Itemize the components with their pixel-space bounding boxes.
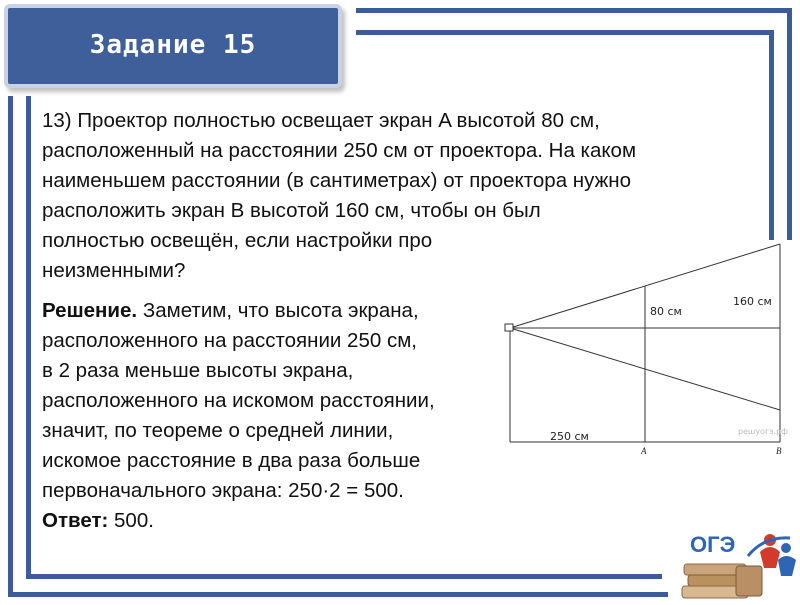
frame-line-bottom-2 [8, 592, 668, 597]
problem-line: расположить экран B высотой 160 см, чтобы он был [42, 199, 541, 222]
logo-svg [678, 522, 800, 600]
answer-label: Ответ: [42, 509, 109, 532]
frame-line-top-2 [356, 30, 774, 35]
answer-value: 500. [108, 509, 154, 532]
books-icon [682, 564, 762, 598]
point-a-label: A [641, 446, 647, 456]
point-b-label: B [776, 446, 782, 456]
solution-line: Заметим, что высота экрана, [137, 299, 419, 322]
solution-line: первоначального экрана: 250·2 = 500. [42, 479, 404, 502]
solution-line: в 2 раза меньше высоты экрана, [42, 359, 354, 382]
watermark: решуогэ.рф [738, 427, 789, 436]
solution-line: искомое расстояние в два раза больше [42, 449, 421, 472]
oge-logo [678, 522, 800, 600]
answer-line [42, 506, 702, 536]
frame-line-left-1 [8, 96, 13, 597]
problem-line: наименьшем расстоянии (в сантиметрах) от проектора нужно [42, 169, 632, 192]
label-160-cm: 160 см [733, 295, 772, 308]
frame-line-top-1 [356, 8, 792, 13]
problem-line: неизменными? [42, 259, 186, 282]
logo-text: ОГЭ [690, 532, 736, 557]
solution-line: расположенного на искомом расстоянии, [42, 389, 435, 412]
problem-line: расположенный на расстоянии 250 см от проектора. На каком [42, 139, 637, 162]
frame-line-left-2 [26, 96, 31, 579]
label-250-cm: 250 см [550, 430, 589, 443]
label-80-cm: 80 см [650, 305, 682, 318]
problem-line: полностью освещён, если настройки про [42, 229, 433, 252]
projector-diagram [500, 240, 800, 462]
frame-line-bottom-1 [26, 574, 662, 579]
diagram-svg [500, 240, 800, 462]
projector-icon [505, 324, 513, 331]
title-box [4, 4, 342, 88]
page-title: Задание 15 [89, 30, 257, 60]
solution-line: расположенного на расстоянии 250 см, [42, 329, 417, 352]
solution-line: значит, по теореме о средней линии, [42, 419, 394, 442]
logo-text-icon [690, 532, 735, 557]
frame-line-right-1 [787, 8, 792, 248]
problem-line: 13) Проектор полностью освещает экран A высотой 80 см, [42, 109, 600, 132]
frame-line-right-2 [769, 30, 774, 260]
solution-label: Решение. [42, 299, 138, 322]
